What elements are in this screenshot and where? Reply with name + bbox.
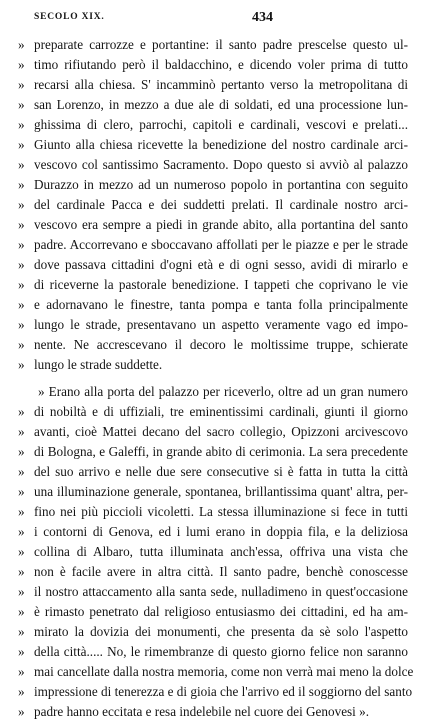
text-line [0, 175, 427, 195]
quote-mark: » [18, 544, 25, 559]
quote-mark: » [18, 404, 25, 419]
line-text: Durazzo in mezzo ad un numeroso popolo in portantina con seguito [34, 177, 408, 192]
text-line [0, 35, 427, 55]
text-line [0, 355, 427, 375]
quote-mark: » [18, 337, 25, 352]
text-line [0, 622, 427, 642]
text-line [0, 482, 427, 502]
line-text: mai cancellate dalla nostra memoria, come non verrà mai meno la dolce [34, 664, 414, 679]
line-text: padre. Accorrevano e sboccavano affollati per le piazze e per le strade [34, 237, 408, 252]
text-line [0, 335, 427, 355]
line-text: mirato la dovizia dei monumenti, che presenta da sè solo l'aspetto [34, 624, 408, 639]
line-text: fino nei più piccioli vicoletti. La stessa illuminazione si fece in tutti [34, 504, 408, 519]
quote-mark: » [18, 97, 25, 112]
paragraph [0, 35, 427, 375]
quote-mark: » [18, 684, 25, 699]
line-text: e adornavano le finestre, tanta pompa e tanta folla principalmente [34, 297, 408, 312]
line-text: vescovo col santissimo Sacramento. Dopo questo si avviò al palazzo [34, 157, 408, 172]
quote-mark: » [18, 504, 25, 519]
quote-mark: » [18, 444, 25, 459]
running-title: SECOLO XIX. [34, 12, 105, 22]
text-line [0, 682, 427, 702]
quote-mark: » [18, 217, 25, 232]
quote-mark: » [18, 464, 25, 479]
text-line [0, 235, 427, 255]
line-text: del cardinale Pacca e dei suddetti prelati. Il cardinale nostro arci- [34, 197, 408, 212]
paragraph-gap [0, 375, 427, 382]
quote-mark: » [18, 37, 25, 52]
paragraph [0, 382, 427, 722]
line-text: collina di Albaro, tutta illuminata anch'essa, offriva una vista che [34, 544, 408, 559]
line-text: impressione di tenerezza e di gioia che l'arrivo ed il soggiorno del santo [34, 684, 413, 699]
page-number: 434 [252, 10, 273, 25]
page-body [0, 35, 427, 722]
text-line [0, 602, 427, 622]
quote-mark: » [18, 157, 25, 172]
quote-mark: » [18, 277, 25, 292]
quote-mark: » [18, 197, 25, 212]
quote-mark: » [18, 524, 25, 539]
quote-mark: » [18, 484, 25, 499]
quote-mark: » [18, 257, 25, 272]
text-line [0, 155, 427, 175]
line-text: preparate carrozze e portantine: il santo padre prescelse questo ul- [34, 37, 408, 52]
line-text: dove passava cittadini d'ogni età e di ogni sesso, avidi di mirarlo e [34, 257, 408, 272]
quote-mark: » [18, 584, 25, 599]
line-text: non è facile avere in altra città. Il santo padre, benchè conoscesse [34, 564, 408, 579]
quote-mark: » [18, 137, 25, 152]
text-line [0, 195, 427, 215]
line-text: del suo arrivo e nelle due sere consecutive si è fatta in tutta la città [34, 464, 408, 479]
line-text: lungo le strade, presentavano un aspetto veramente vago ed impo- [34, 317, 408, 332]
text-line [0, 95, 427, 115]
text-line [0, 115, 427, 135]
line-text: una illuminazione generale, spontanea, brillantissima quant' altra, per- [34, 484, 408, 499]
text-line [0, 275, 427, 295]
line-text: Giunto alla chiesa ricevette la benedizione del nostro cardinale arci- [34, 137, 408, 152]
line-text: il nostro attaccamento alla santa sede, nulladimeno in quest'occasione [34, 584, 408, 599]
line-text: di nobiltà e di uffiziali, tre eminentissimi cardinali, giunti il giorno [34, 404, 408, 419]
text-line [0, 642, 427, 662]
quote-mark: » [18, 564, 25, 579]
text-line [0, 295, 427, 315]
line-text: ghissima di clero, parrochi, capitoli e cardinali, vescovi e prelati... [34, 117, 408, 132]
text-line [0, 215, 427, 235]
text-line [0, 135, 427, 155]
line-text: san Lorenzo, in mezzo a due ale di soldati, ed una processione lun- [34, 97, 408, 112]
line-text: i contorni di Genova, ed i lumi erano in doppia fila, e la deliziosa [34, 524, 408, 539]
text-line [0, 562, 427, 582]
line-text: recarsi alla chiesa. S' incamminò pertanto verso la metropolitana di [34, 77, 408, 92]
text-line [0, 55, 427, 75]
text-line [0, 75, 427, 95]
line-text: timo rifiutando però il baldacchino, e dicendo voler prima di tutto [34, 57, 408, 72]
quote-mark: » [18, 624, 25, 639]
line-text: padre hanno eccitata e resa indelebile nel cuore dei Genovesi ». [34, 704, 370, 719]
line-text: vescovo era sempre a piedi in grande abito, alla portantina del santo [34, 217, 408, 232]
text-line [0, 502, 427, 522]
quote-mark: » [18, 57, 25, 72]
quote-mark: » [18, 664, 25, 679]
text-line [0, 402, 427, 422]
line-text: della città..... No, le rimembranze di questo giorno felice non saranno [34, 644, 408, 659]
text-line [0, 542, 427, 562]
line-text: di riceverne la pastorale benedizione. I tappeti che coprivano le vie [34, 277, 408, 292]
quote-mark: » [18, 317, 25, 332]
text-line [0, 315, 427, 335]
text-line [0, 522, 427, 542]
quote-mark: » [18, 604, 25, 619]
line-text: » Erano alla porta del palazzo per riceverlo, oltre ad un gran numero [38, 384, 408, 399]
line-text: è rimasto penetrato dal religioso entusiasmo dei cittadini, ed ha am- [34, 604, 408, 619]
line-text: nente. Ne accrescevano il decoro le moltissime truppe, schierate [34, 337, 408, 352]
line-text: avanti, cioè Mattei decano del sacro collegio, Opizzoni arcivescovo [34, 424, 408, 439]
quote-mark: » [18, 424, 25, 439]
page-header [34, 10, 413, 28]
quote-mark: » [18, 237, 25, 252]
quote-mark: » [18, 117, 25, 132]
text-line [0, 702, 427, 722]
text-line [0, 662, 427, 682]
quote-mark: » [18, 704, 25, 719]
quote-mark: » [18, 77, 25, 92]
line-text: lungo le strade suddette. [34, 357, 163, 372]
text-line [0, 255, 427, 275]
text-line [0, 462, 427, 482]
quote-mark: » [18, 177, 25, 192]
text-line [0, 582, 427, 602]
quote-mark: » [18, 357, 25, 372]
quote-mark: » [18, 297, 25, 312]
text-line [0, 422, 427, 442]
quote-mark: » [18, 644, 25, 659]
line-text: di Bologna, e Galeffi, in grande abito di cerimonia. La sera precedente [34, 444, 408, 459]
text-line [0, 382, 427, 402]
text-line [0, 442, 427, 462]
